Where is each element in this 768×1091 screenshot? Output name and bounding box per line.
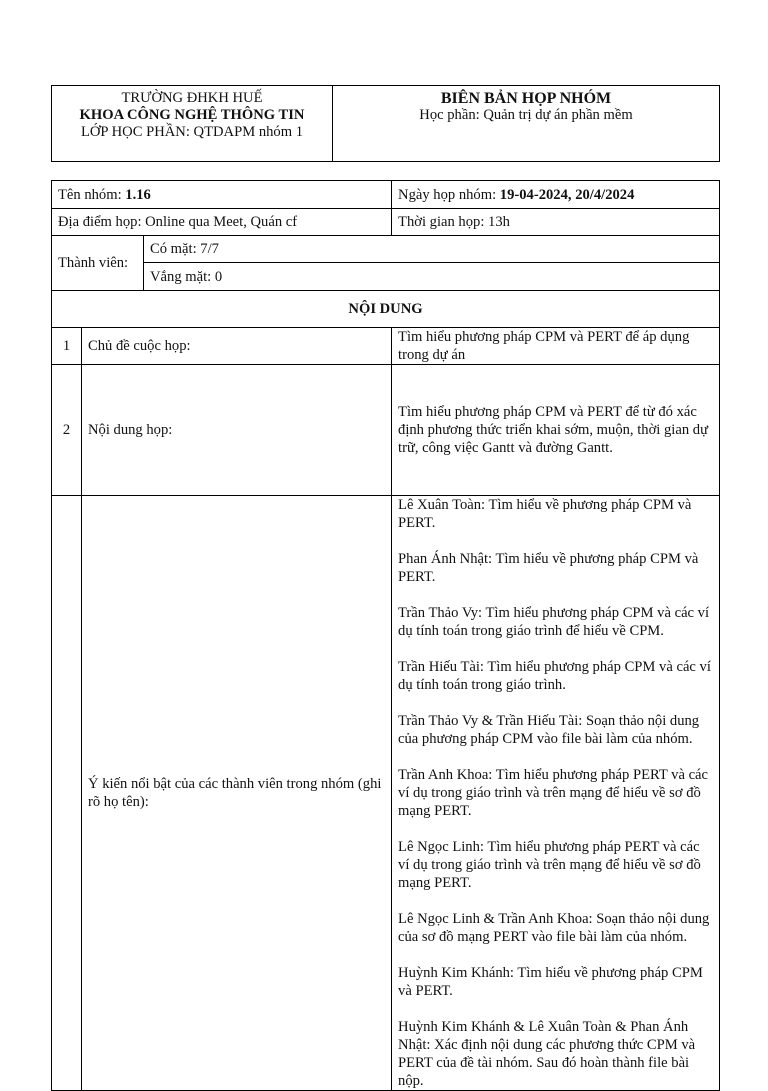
school-name: TRƯỜNG ĐHKH HUẾ [121,90,263,106]
opinion-item: Huỳnh Kim Khánh & Lê Xuân Toàn & Phan Ánh Nhật: Xác định nội dung các phương thức CPM và PERT của đề tài nhóm. Sau đó hoàn thành file bài nộp. [398,1019,696,1089]
opinion-item: Trần Hiếu Tài: Tìm hiểu phương pháp CPM và các ví dụ tính toán trong giáo trình. [398,659,711,693]
opinions-row [52,496,720,1091]
opinions-label: Ý kiến nổi bật của các thành viên trong nhóm (ghi rõ họ tên): [82,496,392,1091]
institution-cell [52,86,333,162]
date-cell [392,181,720,209]
opinion-item: Phan Ánh Nhật: Tìm hiểu về phương pháp CPM và PERT. [398,551,699,585]
row-value: Tìm hiểu phương pháp CPM và PERT để từ đó xác định phương thức triển khai sớm, muộn, thời gian dự trữ, công việc Gantt và đường Gantt. [392,365,720,496]
date-value: 19-04-2024, 20/4/2024 [499,186,635,203]
opinion-item: Lê Xuân Toàn: Tìm hiểu về phương pháp CPM và PERT. [398,497,692,531]
row-number: 2 [52,365,82,496]
opinions-number-cell [52,496,82,1091]
members-label: Thành viên: [52,236,144,291]
row-value: Tìm hiểu phương pháp CPM và PERT để áp dụng trong dự án [392,328,720,365]
row-number: 1 [52,328,82,365]
title-cell [333,86,720,162]
header-table [51,85,720,162]
minutes-table [51,180,720,1091]
content-heading-row [52,291,720,328]
course-name: Học phần: Quản trị dự án phần mềm [419,107,633,123]
absent-cell: Vắng mặt: 0 [144,263,720,291]
opinion-item: Trần Thảo Vy: Tìm hiểu phương pháp CPM và các ví dụ tính toán trong giáo trình để hiểu về CPM. [398,605,710,639]
row-label: Chủ đề cuộc họp: [82,328,392,365]
content-row-1 [52,328,720,365]
date-label: Ngày họp nhóm: [398,186,497,203]
opinion-item: Huỳnh Kim Khánh: Tìm hiểu về phương pháp CPM và PERT. [398,965,703,999]
opinion-item: Lê Ngọc Linh & Trần Anh Khoa: Soạn thảo nội dung của sơ đồ mạng PERT vào file bài làm của nhóm. [398,911,710,945]
content-heading: NỘI DUNG [52,291,720,328]
class-name: LỚP HỌC PHẦN: QTDAPM nhóm 1 [80,124,304,140]
content-row-2 [52,365,720,496]
row-label: Nội dung họp: [82,365,392,496]
opinions-cell [392,496,720,1091]
opinion-item: Trần Thảo Vy & Trần Hiếu Tài: Soạn thảo nội dung của phương pháp CPM vào file bài làm của nhóm. [398,713,700,747]
place-row [52,209,720,236]
group-value: 1.16 [125,186,151,203]
place-cell: Địa điểm họp: Online qua Meet, Quán cf [52,209,392,236]
absent-row [52,263,720,291]
present-row [52,236,720,263]
opinion-item: Lê Ngọc Linh: Tìm hiểu phương pháp PERT và các ví dụ trong giáo trình và trên mạng để hiểu về sơ đồ mạng PERT. [398,839,701,891]
group-cell [52,181,392,209]
present-cell: Có mặt: 7/7 [144,236,720,263]
time-cell: Thời gian họp: 13h [392,209,720,236]
group-row [52,181,720,209]
faculty-name: KHOA CÔNG NGHỆ THÔNG TIN [79,107,305,123]
document-title: BIÊN BẢN HỌP NHÓM [440,90,612,107]
group-label: Tên nhóm: [58,186,122,203]
opinion-item: Trần Anh Khoa: Tìm hiểu phương pháp PERT và các ví dụ trong giáo trình và trên mạng để hiểu về sơ đồ mạng PERT. [398,767,709,819]
